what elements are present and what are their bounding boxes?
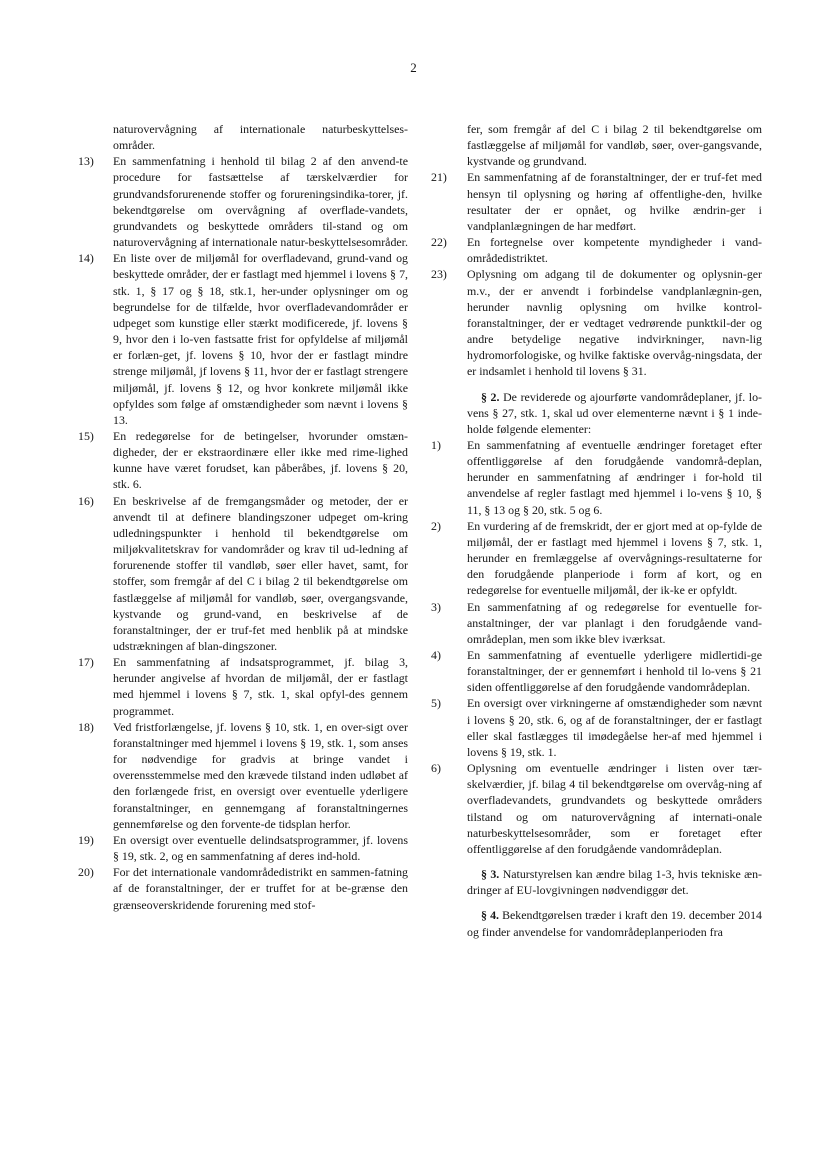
section-2-mark: § 2.	[481, 389, 500, 404]
list-item-text: En oversigt over eventuelle delindsatsprogrammer, jf. lovens § 19, stk. 2, og en sammenfatning af deres ind-hold.	[113, 832, 408, 864]
list-item-number: 6)	[431, 761, 441, 776]
list-item	[78, 250, 408, 428]
list-item-text: Oplysning om adgang til de dokumenter og oplysnin-ger m.v., der er anvendt i forbindelse vandplanlægnin-gen, herunder navnlig oplysning om hvilke kontrol-foranstaltninger, der er vedtaget vedrørende punktkil-der og andre betydelige negative indvirkninger, navn-lig hydromorfologiske, og hvilke faktiske overvåg-ningsdata, der er indsamlet i henhold til lovens § 31.	[467, 267, 762, 379]
continued-paragraph: fer, som fremgår af del C i bilag 2 til bekendtgørelse om fastlæggelse af miljømål for vandløb, søer, over-gangsvande, kystvande og grundvand.	[467, 122, 762, 169]
list-item-text: En sammenfatning af og redegørelse for eventuelle for-anstaltninger, der var planlagt i den forudgående vand-områdeplan, men som ikke blev iværksat.	[467, 599, 762, 646]
list-item-text: En vurdering af de fremskridt, der er gjort med at op-fylde de miljømål, der er fastlagt med hjemmel i lovens § 7, stk. 1, herunder en fremlæggelse af overvågnings-resultaterne for den forudgående planperiode i form af kort, og en redegørelse for eventuelle miljømål, der ik-ke er opfyldt.	[467, 518, 762, 598]
list-item-number: 16)	[78, 493, 94, 508]
list-item-number: 5)	[431, 696, 441, 711]
list-item-text: En redegørelse for de betingelser, hvorunder omstæn-digheder, der er ekstraordinære eller ikke med rime-lighed kunne have været forudset, kan påberåbes, jf. lovens § 20, stk. 6.	[113, 428, 408, 492]
left-column	[78, 121, 408, 913]
section-3-text: Naturstyrelsen kan ændre bilag 1-3, hvis tekniske æn-dringer af EU-lovgivningen nødvendiggør det.	[467, 867, 762, 898]
list-item-number: 3)	[431, 599, 441, 614]
list-item-number: 18)	[78, 719, 94, 734]
right-list-1	[431, 169, 762, 379]
list-item-text: En fortegnelse over kompetente myndigheder i vand-områdedistriktet.	[467, 235, 762, 266]
list-item-text: En sammenfatning af eventuelle yderligere midlertidi-ge foranstaltninger, der er gennemført i henhold til lo-vens § 21 siden offentliggørelse af den forudgående vandområdeplan.	[467, 648, 762, 695]
list-item-number: 2)	[431, 518, 441, 533]
section-3	[467, 866, 762, 898]
list-item-text: En sammenfatning af eventuelle ændringer foretaget efter offentliggørelse af den forudgående vandområ-deplan, herunder en sammenfatning af ændringer i for-hold til anvendelse af regler fastlagt med hjemmel i lo-vens § 10, § 11, § 13 og § 20, stk. 5 og 6.	[467, 437, 762, 517]
right-list-2	[431, 437, 762, 857]
list-item-number: 14)	[78, 251, 94, 266]
list-item-number: 19)	[78, 832, 94, 847]
right-column	[431, 121, 762, 940]
list-item-number: 15)	[78, 428, 94, 443]
list-item	[78, 864, 408, 912]
list-item	[78, 428, 408, 493]
section-2-text: De reviderede og ajourførte vandområdeplaner, jf. lo-vens § 27, stk. 1, skal ud over elementerne nævnt i § 1 inde-holde følgende elementer:	[467, 389, 762, 436]
list-item	[78, 654, 408, 719]
list-item-text: En liste over de miljømål for overfladevand, grund-vand og beskyttede områder, der er fastlagt med hjemmel i lovens § 7, stk. 1, § 17 og § 18, stk.1, her-under oplysninger om og begrundelse for de tilfælde, hvor overfladevandområder er udpeget som kunstige eller stærkt modificerede, jf. lovens § 9, hvor den i lo-ven fastsatte frist for opfyldelse af miljømål er forlæn-get, jf. lovens § 10, hvor der er fastlagt mindre strenge miljømål, jf lovens § 11, hvor der er fastlagt strengere miljømål, jf. lovens § 12, og hvor konkrete miljømål ikke opfyldes som følge af omstændigheder som nævnt i lovens § 13.	[113, 251, 408, 427]
list-item-number: 23)	[431, 267, 447, 282]
page-number: 2	[410, 60, 417, 75]
section-4-mark: § 4.	[481, 908, 499, 923]
list-item-number: 22)	[431, 235, 447, 250]
list-item	[431, 760, 762, 857]
list-item	[431, 695, 762, 760]
list-item-number: 20)	[78, 865, 94, 880]
left-list	[78, 153, 408, 912]
list-item-text: En oversigt over virkningerne af omstændigheder som nævnt i lovens § 20, stk. 6, og af de foranstaltninger, der er fastlagt eller skal fastlægges til imødegåelse her-af med hjemmel i lovens § 19, stk. 1.	[467, 696, 762, 759]
section-3-mark: § 3.	[481, 867, 500, 882]
list-item-text: En sammenfatning af de foranstaltninger, der er truf-fet med hensyn til oplysning og høring af offentlighe-den, hvilke resultater der er opnået, og hvilke ændrin-ger i vandplanlægningen de har medført.	[467, 170, 762, 233]
list-item	[431, 437, 762, 518]
list-item-text: Ved fristforlængelse, jf. lovens § 10, stk. 1, en over-sigt over foranstaltninger med hjemmel i lovens § 19, stk. 1, som anses for nødvendige for gradvis at bringe vandet i overensstemmelse med den krævede tilstand inden udløbet af den forlængede frist, en oversigt over eventuelle yderligere foranstaltninger, en gennemgang af foranstaltningernes gennemførelse og den forvente-de tidsplan herfor.	[113, 719, 408, 831]
section-4-text: Bekendtgørelsen træder i kraft den 19. december 2014 og finder anvendelse for vandområdeplanperioden fra	[467, 908, 762, 939]
list-item-number: 13)	[78, 154, 94, 169]
list-item-text: Oplysning om eventuelle ændringer i listen over tær-skelværdier, jf. bilag 4 til bekendtgørelse om overvåg-ning af overfladevandets, grundvandets og beskyttede områders tilstand og om naturovervågning af internati-onale naturbeskyttelsesområder, som er foretaget efter offentliggørelse af den forudgående vandområdeplan.	[467, 761, 762, 856]
list-item	[78, 493, 408, 655]
list-item	[78, 719, 408, 832]
list-item-number: 4)	[431, 648, 441, 662]
continued-paragraph: naturovervågning af internationale naturbeskyttelses-områder.	[113, 122, 408, 153]
list-item	[431, 234, 762, 266]
list-item	[78, 832, 408, 864]
list-item-text: En sammenfatning i henhold til bilag 2 af den anvend-te procedure for fastsættelse af tærskelværdier for grundvandsforurenende stoffer og forureningsindika-torer, jf. bekendtgørelse om overvågning af overflade-vandets, grundvandets og beskyttede områders til-stand og om naturovervågning af internationale natur-beskyttelsesområder.	[113, 154, 408, 250]
list-item	[431, 266, 762, 379]
list-item-number: 21)	[431, 170, 447, 185]
section-4	[467, 907, 762, 939]
list-item	[431, 169, 762, 234]
list-item	[431, 599, 762, 647]
list-item-text: En beskrivelse af de fremgangsmåder og metoder, der er anvendt til at definere blandingszoner udpeget om-kring udledningspunkter i henhold til bekendtgørelse om miljøkvalitetskrav for vandområder og krav til ud-ledning af forurenende stoffer til vandløb, søer eller havet, samt, for stoffer, som fremgår af del C i bilag 2 til bekendtgørelse om fastlæggelse af miljømål for vandløb, søer, overgangsvande, kystvande og grund-vand, en beskrivelse af de foranstaltninger, der er truf-fet med henblik på at mindske udstrækningen af blan-dingszoner.	[113, 493, 408, 653]
list-item	[78, 153, 408, 250]
list-item-text: En sammenfatning af indsatsprogrammet, jf. bilag 3, herunder angivelse af hvordan de miljømål, der er fastlagt med hjemmel i lovens § 7, stk. 1, skal opfyl-des gennem programmet.	[113, 655, 408, 718]
section-2	[467, 389, 762, 437]
list-item	[431, 647, 762, 695]
list-item-text: For det internationale vandområdedistrikt en sammen-fatning af de foranstaltninger, der er truffet for at be-grænse den grænseoverskridende forurening med stof-	[113, 865, 408, 912]
list-item-number: 1)	[431, 437, 441, 452]
list-item	[431, 518, 762, 599]
list-item-number: 17)	[78, 655, 94, 670]
